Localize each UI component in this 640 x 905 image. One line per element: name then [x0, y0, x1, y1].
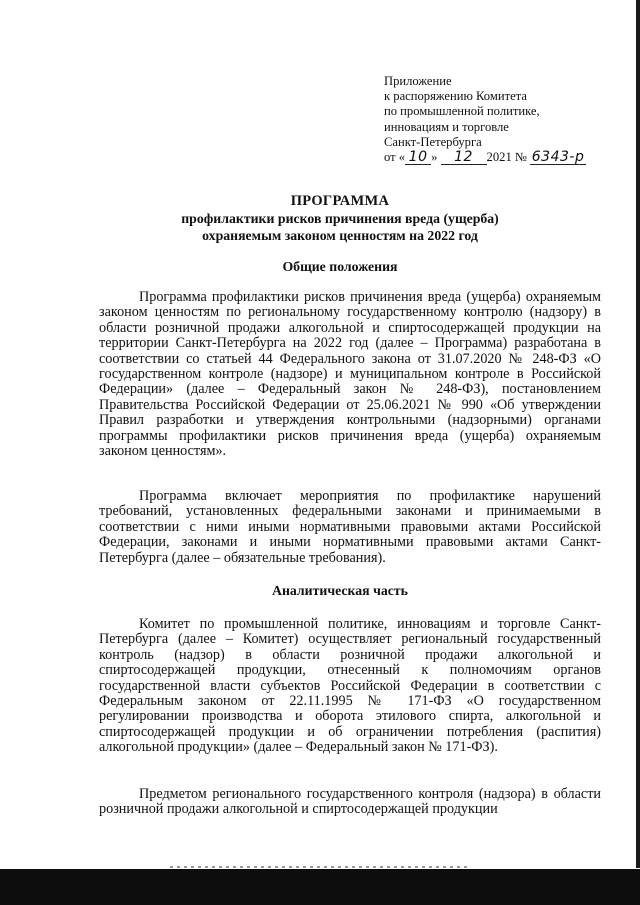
general-paragraph-2-text: Программа включает мероприятия по профилактике нарушений требований, установленных федеральными законами и принимаемыми в соответствии с ними иными нормативными правовыми актами Российской Федерации, законами и иными нормативными правовыми актами Санкт-Петербурга (далее – обязательные требования).: [99, 488, 601, 566]
annex-line-1: Приложение: [384, 74, 452, 88]
section-heading-analytic: Аналитическая часть: [272, 583, 408, 598]
annex-block: [384, 74, 614, 165]
annex-line-2: к распоряжению Комитета: [384, 89, 527, 104]
program-subtitle-line-2: охраняемым законом ценностям на 2022 год: [202, 228, 478, 243]
section-heading-general: Общие положения: [282, 259, 398, 274]
general-paragraph-1-text: Программа профилактики рисков причинения вреда (ущерба) охраняемым законом ценностям по региональному государственному контролю (надзору) в области розничной продажи алкогольной и спиртосодержащей продукции на территории Санкт-Петербурга на 2022 год (далее – Программа) разработана в соответствии со статьей 44 Федерального закона от 31.07.2020 № 248-ФЗ «О государственном контроле (надзоре) и муниципальном контроле в Российской Федерации» (далее – Федеральный закон № 248-ФЗ), постановлением Правительства Российской Федерации от 25.06.2021 № 990 «Об утверждении Правил разработки и утверждения контрольными (надзорными) органами программы профилактики рисков причинения вреда (ущерба) охраняемым законом ценностям».: [99, 289, 601, 460]
annex-line-3: по промышленной политике,: [384, 104, 540, 119]
annex-line-4: инновациям и торговле: [384, 119, 509, 134]
scan-right-edge: [636, 0, 640, 868]
program-title: ПРОГРАММА: [290, 193, 390, 209]
analytic-paragraph-2: [99, 787, 601, 818]
handwritten-month: 12: [441, 151, 487, 165]
general-paragraph-1: [99, 290, 601, 459]
annex-line-5: Санкт-Петербурга: [384, 134, 482, 149]
annex-date-line: [384, 150, 614, 165]
handwritten-order-number: 6343-р: [531, 149, 585, 166]
analytic-paragraph-1-text: Комитет по промышленной политике, инновациям и торговле Санкт-Петербурга (далее – Комитет) осуществляет региональный государственный контроль (надзор) в области розничной продажи алкогольной и спиртосодержащей продукции, отнесенный к полномочиям органов государственной власти субъектов Российской Федерации в соответствии с Федеральным законом от 22.11.1995 № 171-ФЗ «О государственном регулировании производства и оборота этилового спирта, алкогольной и спиртосодержащей продукции и об ограничении потребления (распития) алкогольной продукции» (далее – Федеральный закон № 171-ФЗ).: [99, 616, 601, 756]
analytic-paragraph-1: [99, 617, 601, 756]
year-number-label: 2021 №: [486, 150, 527, 165]
date-prefix: от «: [384, 150, 406, 165]
date-mid: »: [431, 150, 438, 165]
handwritten-day: 10: [405, 151, 431, 165]
program-subtitle-line-1: профилактики рисков причинения вреда (ущерба): [181, 211, 499, 226]
analytic-paragraph-2-text: Предметом регионального государственного контроля (надзора) в области розничной продажи алкогольной и спиртосодержащей продукции: [99, 786, 601, 818]
general-paragraph-2: [99, 489, 601, 566]
scan-edge-artifact: [170, 866, 470, 868]
scan-bottom-edge: [0, 869, 640, 905]
